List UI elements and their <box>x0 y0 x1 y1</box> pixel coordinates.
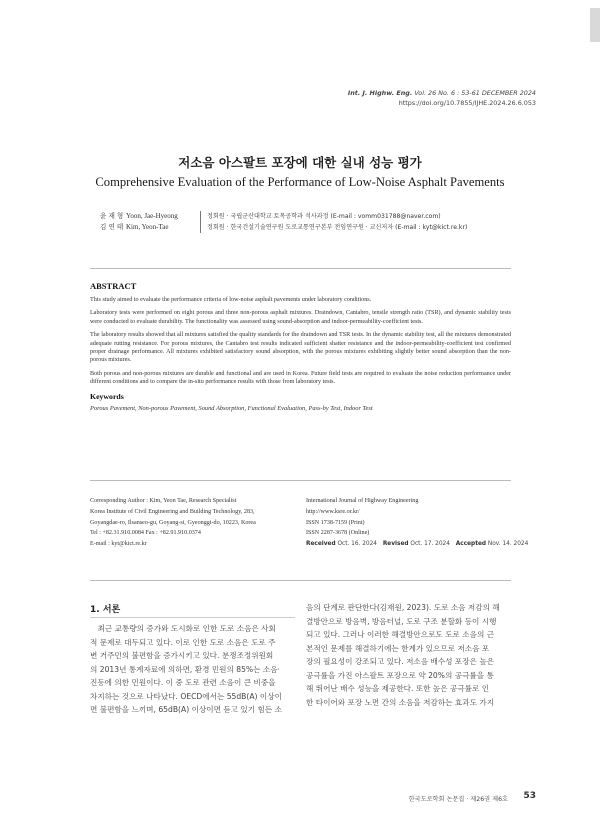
body-column-right <box>306 601 511 709</box>
abstract-paragraph: Laboratory tests were performed on eight porous and three non-porous asphalt mixtures. Draindown, Cantabro, tensile strength ratio (TSR), and dynamic stability tests were conducted to evaluate durability. The functionality was assessed using sound-absorption and indoor-permeability-coefficient tests. <box>90 310 511 325</box>
body-line: 면 불편함을 느끼며, 65dB(A) 이상이면 듣고 있기 힘든 소 <box>90 705 282 714</box>
journal-info-line: ISSN 1738-7159 (Print) <box>306 519 365 526</box>
revised-label: Revised <box>382 541 409 548</box>
author-english-name: Yoon, Jae-Hyeong <box>126 212 178 220</box>
divider <box>90 480 511 481</box>
correspondence-block <box>90 496 295 550</box>
author-affiliation: 정회원 · 국립군산대학교 토목공학과 석사과정 (E-mail : vomm031788@naver.com) <box>200 211 441 222</box>
correspondence-line: Tel : +82.31.910.0084 Fax : +82.91.910.0374 <box>90 530 201 537</box>
journal-info-line: ISSN 2287-3678 (Online) <box>306 530 370 537</box>
abstract-heading: ABSTRACT <box>90 281 137 291</box>
author-row <box>100 222 467 233</box>
correspondence-line: Korea Institute of Civil Engineering and Building Technology, 283, <box>90 508 255 515</box>
correspondence-email[interactable]: E-mail : kyt@kict.re.kr <box>90 541 147 548</box>
footer-journal-label: 한국도로학회 논문집 · 제26권 제6호 <box>408 796 508 803</box>
abstract-paragraph: Both porous and non-porous mixtures are durable and functional and are used in Korea. Future field tests are required to evaluate the noise reduction performance under different conditions and to compare the in-situ performance results with those from laboratory tests. <box>90 370 511 386</box>
body-line: 되고 있다. 그러나 이러한 해결방안으로도 도로 소음의 근 <box>306 630 495 639</box>
author-english-name: Kim, Yeon-Tae <box>126 223 169 231</box>
title-english: Comprehensive Evaluation of the Performance of Low-Noise Asphalt Pavements <box>95 175 505 189</box>
body-line: 진동에 의한 민원이다. 이 중 도로 관련 소음이 큰 비중을 <box>90 678 276 687</box>
abstract-paragraph: The laboratory results showed that all mixtures satisfied the quality standards for the draindown and TSR tests. In the dynamic stability test, all the mixtures demonstrated adequate rutting resistance. For porous mixtures, the Cantabro test results indicated sufficient shatter resistance and the indoor-permeability-coefficient test confirmed proper drainage performance. All mixtures exhibited satisfactory sound absorption, with the porous mixtures exhibiting slightly better sound absorption than the non-porous mixtures. <box>90 332 511 364</box>
body-line: 본적인 문제를 해결하기에는 한계가 있으므로 저소음 포 <box>306 643 490 653</box>
author-affiliation: 정회원 · 한국건설기술연구원 도로교통연구본부 전임연구원 · 교신저자 (E-mail : kyt@kict.re.kr) <box>200 222 467 233</box>
body-line: 적 문제로 대두되고 있다. 이로 인한 도로 소음은 도로 주 <box>90 637 276 647</box>
author-row <box>100 211 467 222</box>
abstract-paragraph: This study aimed to evaluate the performance criteria of low-noise asphalt pavements under laboratory conditions. <box>90 297 372 303</box>
author-korean-name: 김 연 태 <box>100 223 124 231</box>
body-line: 결방안으로 방음벽, 방음터널, 도로 구조 분할화 등이 시행 <box>306 616 497 626</box>
received-date: Oct. 16. 2024 <box>337 541 377 548</box>
accepted-label: Accepted <box>455 541 487 548</box>
body-line: 음의 단계로 판단한다(김재원, 2023). 도로 소음 저감의 해 <box>306 603 500 612</box>
body-line: 변 거주민의 불편함을 증가시키고 있다. 분쟁조정위원회 <box>90 651 274 660</box>
section-underline <box>90 617 295 618</box>
received-label: Received <box>306 541 336 548</box>
body-line: 한 타이어와 포장 노면 간의 소음을 저감하는 효과도 가지 <box>306 697 495 707</box>
accepted-date: Nov. 14. 2024 <box>487 541 529 548</box>
abstract-section <box>90 281 511 412</box>
author-list <box>100 211 467 233</box>
body-line: 장의 필요성이 강조되고 있다. 저소음 배수성 포장은 높은 <box>306 657 495 666</box>
correspondence-line: Goyangdae-ro, Ilsanseo-gu, Goyang-si, Gyeonggi-do, 10223, Korea <box>90 519 256 526</box>
body-line: 차지하는 것으로 나타났다. OECD에서는 55dB(A) 이상이 <box>90 691 282 701</box>
page-number: 53 <box>523 791 536 801</box>
title-korean: 저소음 아스팔트 포장에 대한 실내 성능 평가 <box>178 155 422 170</box>
journal-info-line: International Journal of Highway Engineering <box>306 498 419 504</box>
section-heading: 1. 서론 <box>90 605 121 615</box>
journal-info-block <box>306 496 529 550</box>
body-line: 공극률을 가진 아스팔트 포장으로 약 20%의 공극률을 통 <box>306 670 494 680</box>
divider <box>90 268 511 269</box>
journal-url-link[interactable]: http://www.ksre.or.kr/ <box>306 508 360 515</box>
correspondence-line: Corresponding Author : Kim, Yeon Tae, Research Specialist <box>90 498 237 504</box>
author-korean-name: 윤 재 형 <box>100 212 124 220</box>
journal-name: Int. J. Highw. Eng. <box>347 89 413 97</box>
submission-dates <box>306 539 529 550</box>
corner-tab <box>590 8 600 42</box>
journal-header <box>348 88 536 108</box>
revised-date: Oct. 17. 2024 <box>410 541 450 548</box>
keywords-heading: Keywords <box>90 391 124 401</box>
body-line: 최근 교통량의 증가와 도시화로 인한 도로 소음은 사회 <box>90 624 276 633</box>
body-line: 해 뛰어난 배수 성능을 제공한다. 또한 높은 공극률로 인 <box>306 684 490 693</box>
body-column-left <box>90 622 295 717</box>
body-line: 의 2013년 통계자료에 의하면, 환경 민원의 85%는 소음· <box>90 664 280 674</box>
volume-info: Vol. 26 No. 6 : 53-61 DECEMBER 2024 <box>412 89 536 97</box>
doi-link[interactable]: https://doi.org/10.7855/IJHE.2024.26.6.053 <box>398 99 536 107</box>
keywords-list: Porous Pavement, Non-porous Pavement, Sound Absorption, Functional Evaluation, Pass-by Test, Indoor Test <box>90 404 373 412</box>
divider <box>90 580 511 581</box>
